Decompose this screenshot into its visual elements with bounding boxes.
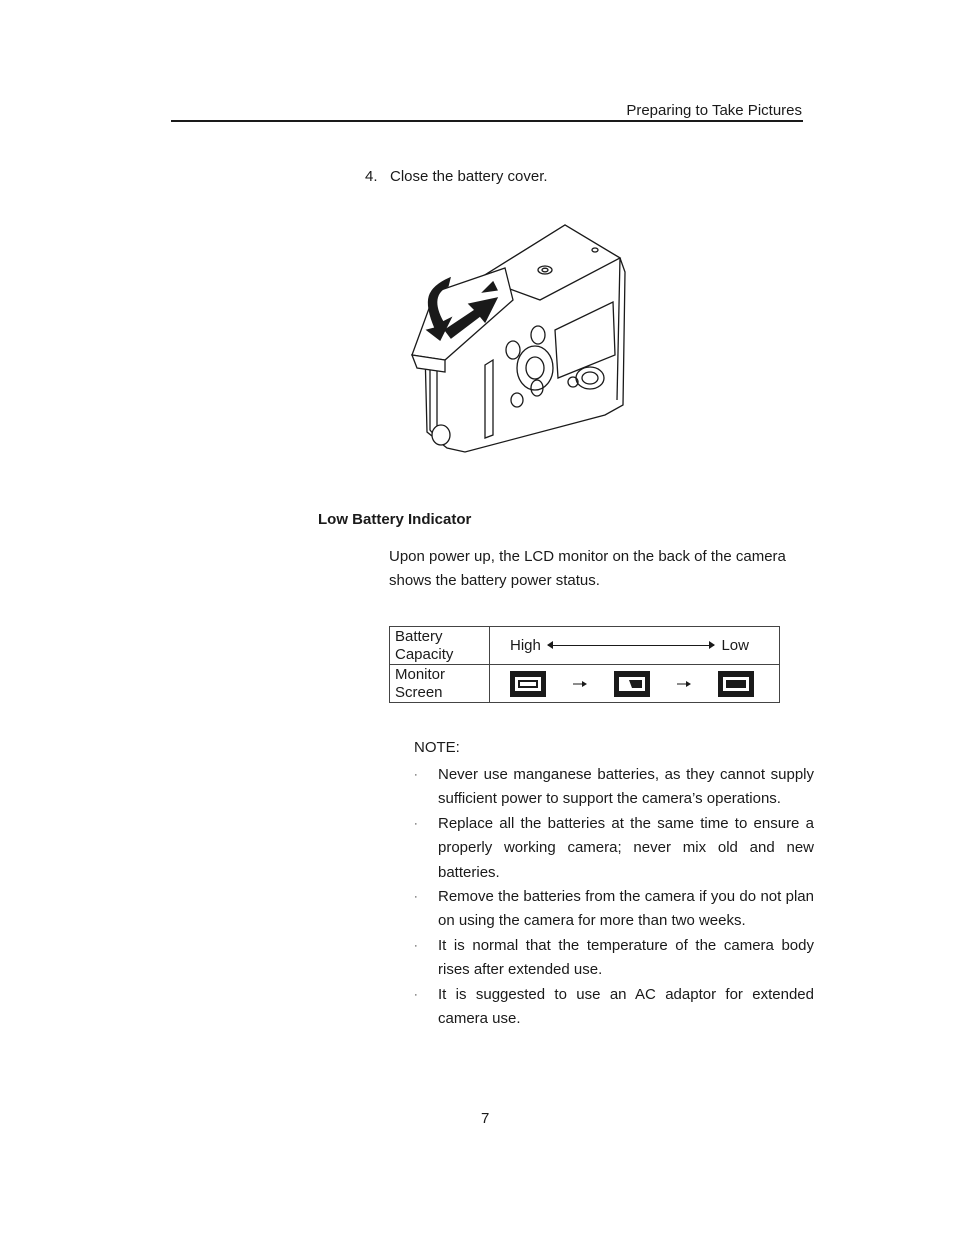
page-number: 7: [481, 1110, 490, 1127]
note-title: NOTE:: [414, 739, 460, 756]
camera-battery-cover-illustration: [405, 220, 635, 460]
double-arrow-icon: [548, 645, 715, 646]
notes-block: [414, 738, 814, 1031]
capacity-range-cell: [490, 627, 780, 665]
bullet-icon: ·: [414, 769, 418, 781]
bullet-icon: ·: [414, 891, 418, 904]
list-item: [414, 934, 814, 983]
step-text: Close the battery cover.: [390, 168, 548, 185]
intro-paragraph: Upon power up, the LCD monitor on the back of the camera shows the battery power status.: [389, 548, 786, 589]
low-label: Low: [721, 637, 749, 654]
note-text: Replace all the batteries at the same time to ensure a properly working camera; never mix old and new batteries.: [438, 814, 814, 881]
battery-capacity-label: Battery Capacity: [390, 627, 490, 665]
monitor-icons-cell: [490, 665, 780, 703]
battery-full-icon: [510, 671, 546, 697]
high-label: High: [510, 637, 541, 654]
list-item: [414, 885, 814, 934]
battery-capacity-row: [390, 627, 780, 665]
list-item: [414, 983, 814, 1032]
step-number: 4.: [365, 168, 378, 185]
monitor-screen-label: Monitor Screen: [390, 665, 490, 703]
section-heading: Low Battery Indicator: [318, 511, 472, 528]
list-item: [414, 763, 814, 812]
header-rule: [171, 120, 803, 122]
note-text: Remove the batteries from the camera if you do not plan on using the camera for more than two weeks.: [438, 888, 814, 930]
bullet-icon: ·: [414, 988, 418, 1001]
note-list: [414, 763, 814, 1031]
note-text: Never use manganese batteries, as they cannot supply sufficient power to support the camera’s operations.: [438, 766, 814, 808]
battery-empty-icon: [718, 671, 754, 697]
note-text: It is suggested to use an AC adaptor for extended camera use.: [438, 985, 814, 1028]
battery-half-icon: [614, 671, 650, 697]
bullet-icon: ·: [414, 939, 418, 952]
battery-status-table: [389, 626, 780, 703]
monitor-screen-row: [390, 665, 780, 703]
running-header: Preparing to Take Pictures: [626, 102, 802, 119]
step-4: [365, 168, 548, 185]
note-text: It is normal that the temperature of the camera body rises after extended use.: [438, 936, 814, 979]
arrow-right-icon: [573, 680, 587, 688]
bullet-icon: ·: [414, 817, 418, 830]
arrow-right-icon: [677, 680, 691, 688]
list-item: [414, 812, 814, 885]
